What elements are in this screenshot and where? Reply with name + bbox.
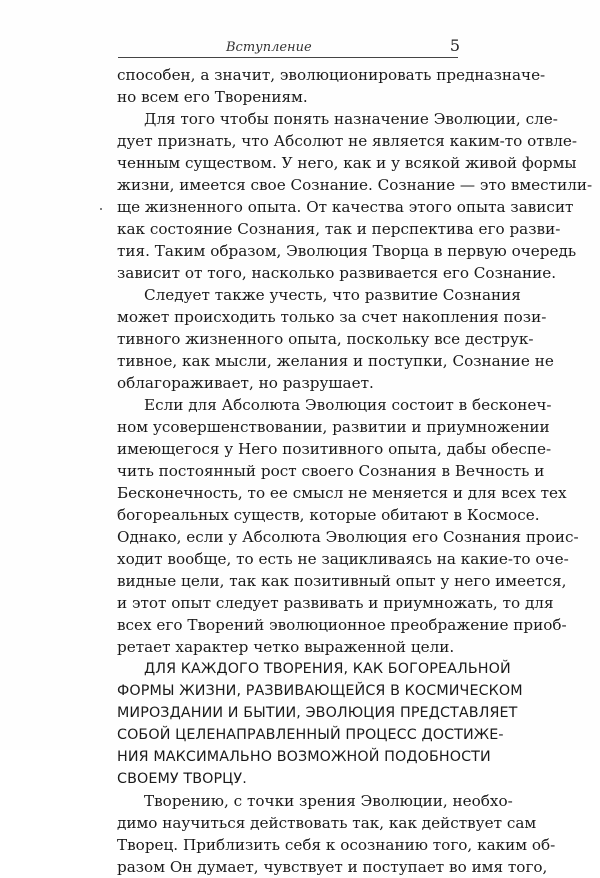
text-line: ченным существом. У него, как и у всякой живой формы [117, 154, 577, 172]
text-line: ном усовершенствовании, развитии и приумножении [117, 418, 550, 436]
text-line: НИЯ МАКСИМАЛЬНО ВОЗМОЖНОЙ ПОДОБНОСТИ [117, 749, 491, 765]
text-line: СВОЕМУ ТВОРЦУ. [117, 771, 247, 787]
text-line: разом Он думает, чувствует и поступает во имя того, [117, 858, 548, 876]
text-line: Бесконечность, то ее смысл не меняется и для всех тех [117, 484, 567, 502]
paragraph [117, 64, 546, 108]
text-line: может происходить только за счет накопления пози- [117, 308, 547, 326]
text-line: жизни, имеется свое Сознание. Сознание — это вместили- [117, 176, 593, 194]
emphasized-paragraph [117, 658, 523, 790]
text-line: тивное, как мысли, желания и поступки, Сознание не [117, 352, 554, 370]
running-head-title: Вступление [226, 40, 312, 55]
text-line: Творению, с точки зрения Эволюции, необхо- [144, 792, 513, 810]
text-line: ретает характер четко выраженной цели. [117, 638, 455, 656]
text-line: тия. Таким образом, Эволюция Творца в первую очередь [117, 242, 577, 260]
text-line: СОБОЙ ЦЕЛЕНАПРАВЛЕННЫЙ ПРОЦЕСС ДОСТИЖЕ- [117, 727, 504, 743]
text-line: ФОРМЫ ЖИЗНИ, РАЗВИВАЮЩЕЙСЯ В КОСМИЧЕСКОМ [117, 683, 523, 699]
text-line: облагораживает, но разрушает. [117, 374, 374, 392]
text-line: зависит от того, насколько развивается его Сознание. [117, 264, 557, 282]
text-line: дует признать, что Абсолют не является каким-то отвле- [117, 132, 578, 150]
text-line: имеющегося у Него позитивного опыта, дабы обеспе- [117, 440, 552, 458]
text-line: и этот опыт следует развивать и приумножать, то для [117, 594, 554, 612]
page-number: 5 [449, 36, 460, 55]
body-text [117, 64, 593, 878]
paragraph [117, 394, 579, 658]
text-line: ДЛЯ КАЖДОГО ТВОРЕНИЯ, КАК БОГОРЕАЛЬНОЙ [144, 661, 511, 677]
text-line: Творец. Приблизить себя к осознанию того, каким об- [117, 836, 556, 854]
text-line: Следует также учесть, что развитие Сознания [144, 286, 521, 304]
text-line: ходит вообще, то есть не зацикливаясь на какие-то оче- [117, 550, 569, 568]
paragraph [117, 284, 554, 394]
text-line: всех его Творений эволюционное преображение приоб- [117, 616, 567, 634]
text-line: ще жизненного опыта. От качества этого опыта зависит [117, 198, 574, 216]
text-line: но всем его Творениям. [117, 88, 308, 106]
print-speck [100, 208, 102, 210]
text-line: как состояние Сознания, так и перспектива его разви- [117, 220, 561, 238]
paragraph [117, 790, 556, 878]
text-line: способен, а значит, эволюционировать предназначе- [117, 66, 546, 84]
running-head [116, 36, 464, 56]
text-line: видные цели, так как позитивный опыт у него имеется, [117, 572, 567, 590]
header-rule [118, 57, 458, 58]
text-line: димо научиться действовать так, как действует сам [117, 814, 537, 832]
text-line: богореальных существ, которые обитают в Космосе. [117, 506, 540, 524]
text-line: МИРОЗДАНИИ И БЫТИИ, ЭВОЛЮЦИЯ ПРЕДСТАВЛЯЕТ [117, 705, 518, 721]
text-line: Если для Абсолюта Эволюция состоит в бесконеч- [144, 396, 552, 414]
text-line: Для того чтобы понять назначение Эволюции, сле- [144, 110, 558, 128]
text-line: тивного жизненного опыта, поскольку все деструк- [117, 330, 534, 348]
text-line: Однако, если у Абсолюта Эволюция его Сознания проис- [117, 528, 579, 546]
text-line: чить постоянный рост своего Сознания в Вечность и [117, 462, 545, 480]
paragraph [117, 108, 593, 284]
